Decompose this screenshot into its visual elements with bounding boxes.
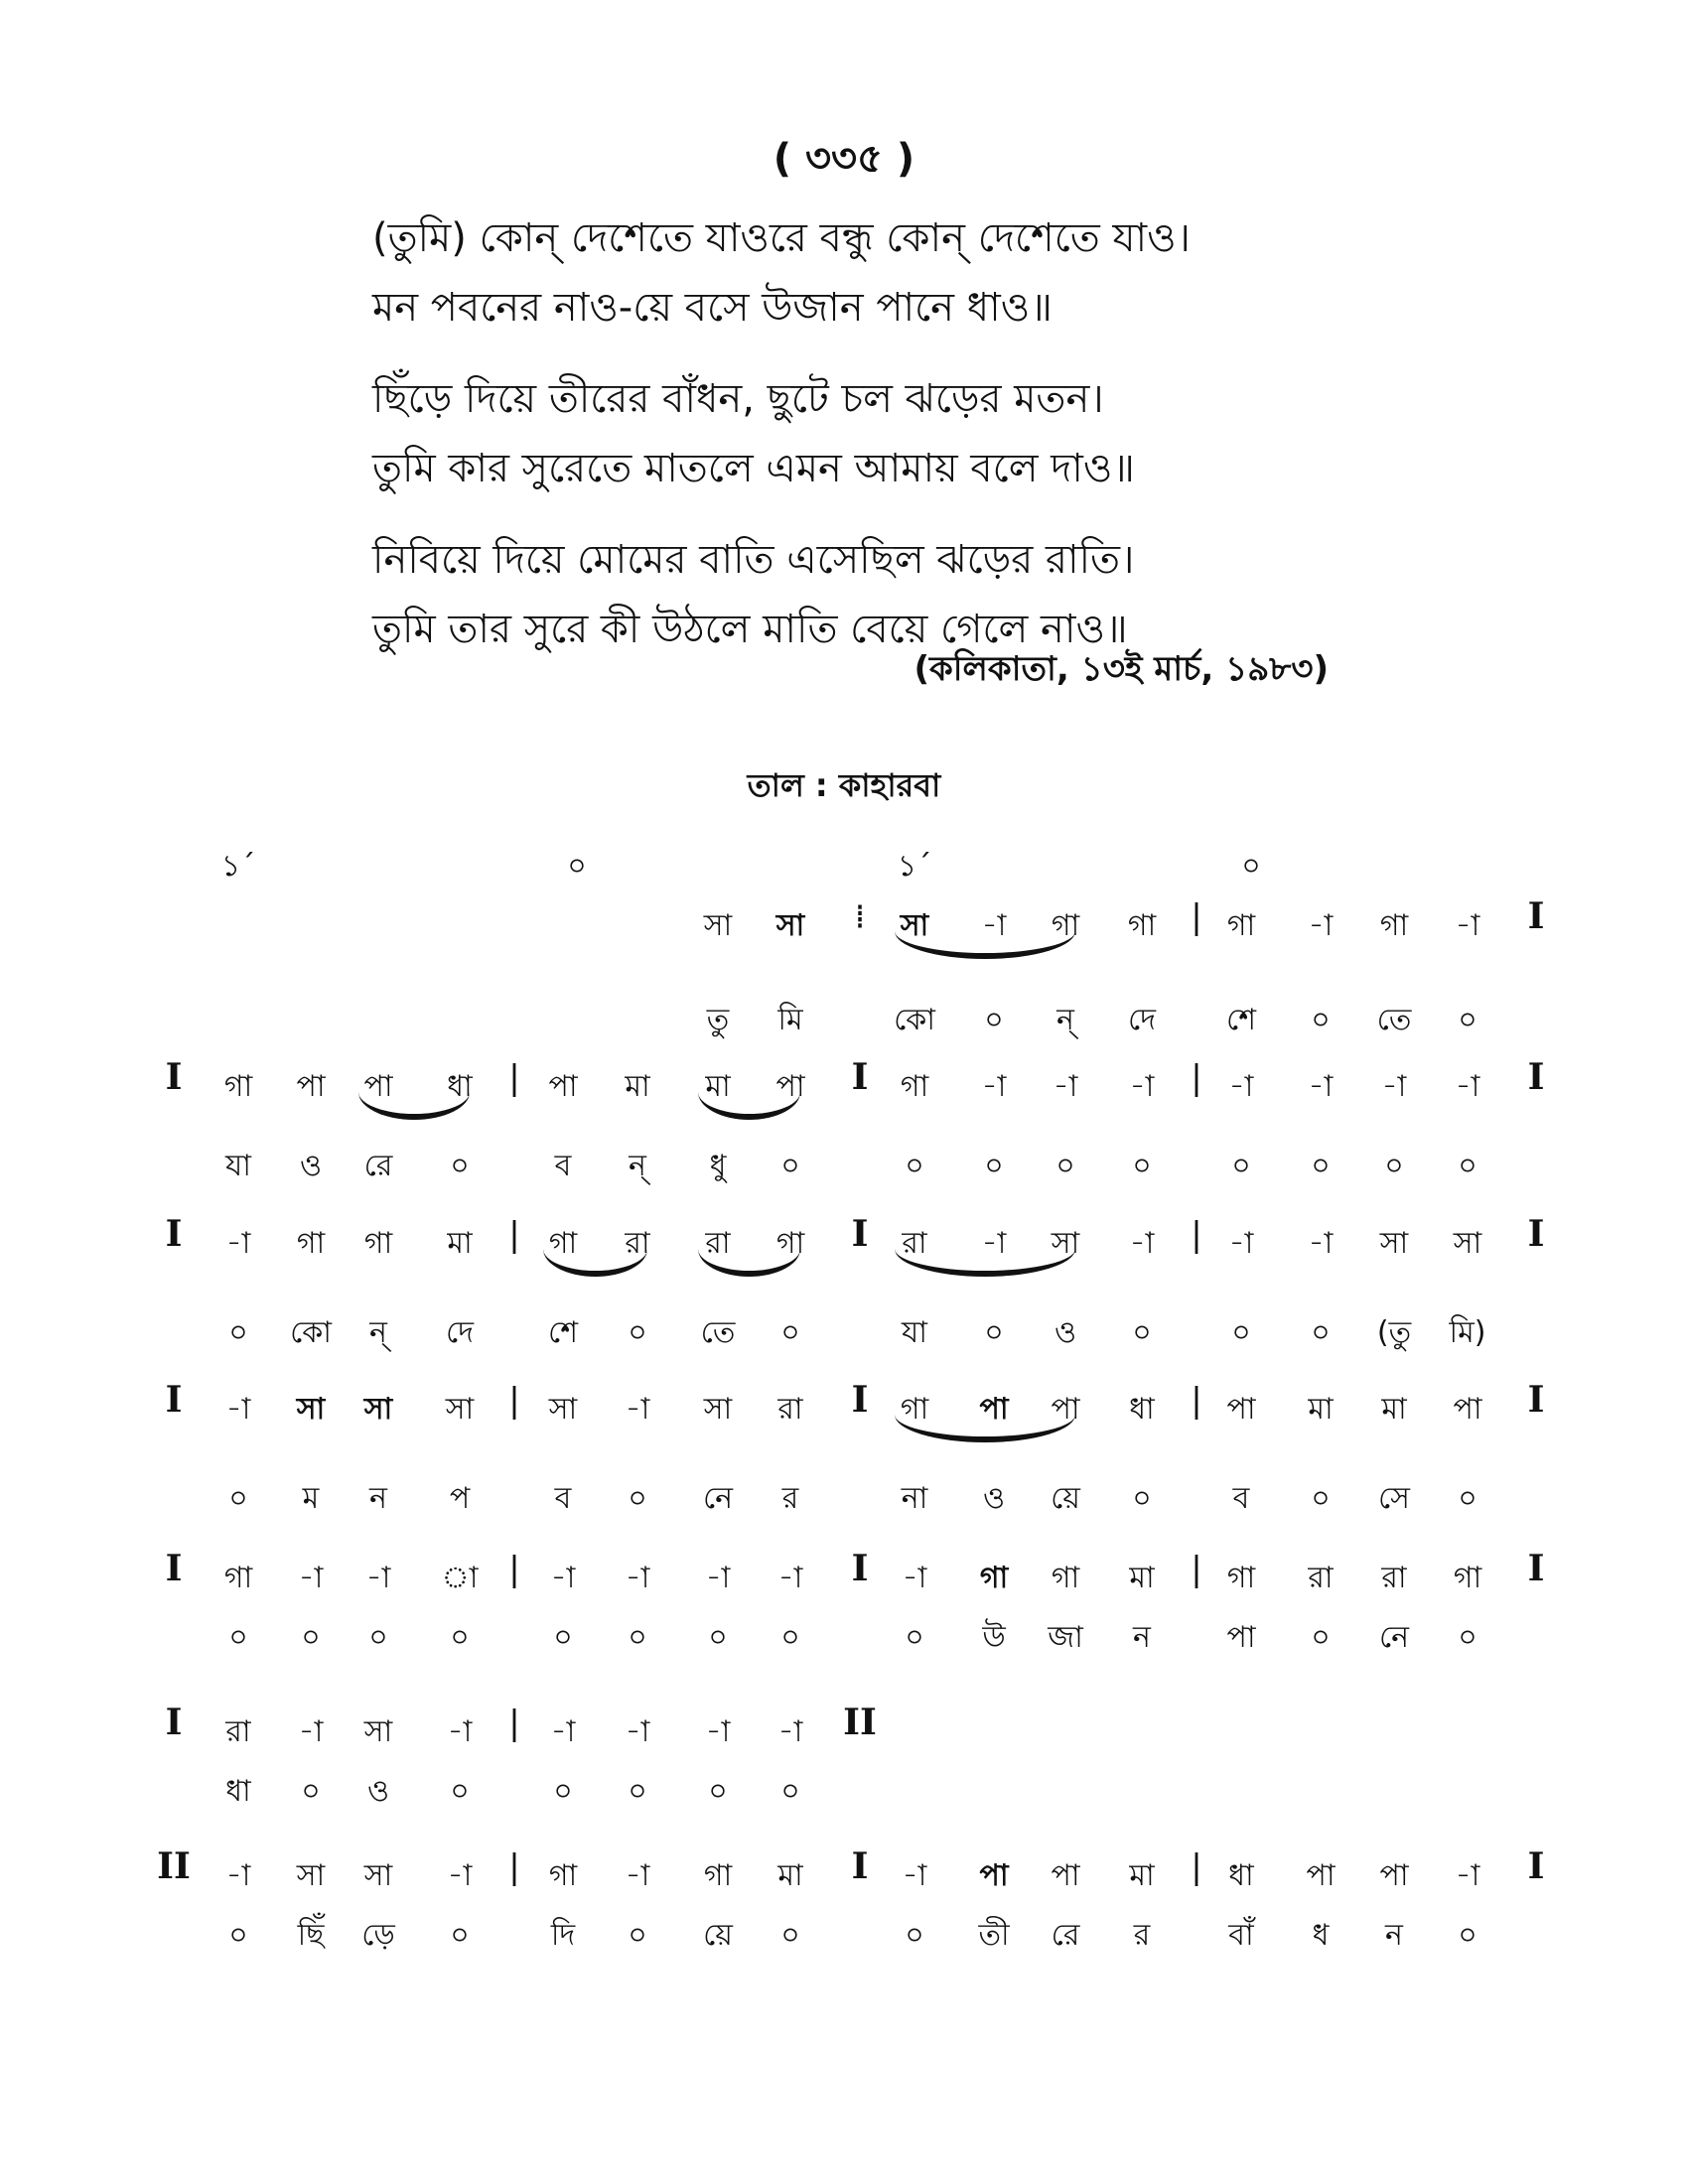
swar-note: -া — [1228, 1069, 1254, 1104]
bol-syllable: ০ — [1311, 1003, 1331, 1037]
swar-note: -া — [447, 1858, 473, 1893]
bol-syllable: ০ — [905, 1918, 924, 1953]
swar-note: -া — [1455, 1858, 1480, 1893]
bol-syllable: শে — [548, 1315, 578, 1350]
lyric-line: মন পবনের নাও-য়ে বসে উজান পানে ধাও॥ — [372, 285, 1053, 331]
vibhag-barline: | — [1191, 897, 1202, 937]
bol-syllable: তী — [978, 1918, 1010, 1953]
swar-note: -া — [1129, 1069, 1155, 1104]
bol-syllable: ০ — [553, 1774, 573, 1809]
swar-note: সা — [363, 1392, 393, 1427]
bol-syllable: ন — [369, 1481, 387, 1516]
swar-note: া — [441, 1561, 479, 1595]
swar-note: মা — [1308, 1392, 1334, 1427]
bol-syllable: ধা — [225, 1774, 251, 1809]
swar-note: রা — [1308, 1561, 1334, 1595]
swar-note: -া — [1228, 1226, 1254, 1261]
bol-syllable: ০ — [228, 1481, 248, 1516]
bol-syllable: ০ — [628, 1315, 647, 1350]
swar-note: ধা — [1129, 1392, 1155, 1427]
end-barline: I — [1527, 895, 1545, 937]
swar-note: গা — [1453, 1561, 1482, 1595]
bol-syllable: ০ — [628, 1481, 647, 1516]
swar-note: -া — [777, 1561, 803, 1595]
meend-slur — [358, 1092, 470, 1120]
swar-note: -া — [981, 908, 1007, 943]
vibhag-barline: | — [508, 1550, 520, 1589]
bol-syllable: মি) — [1449, 1315, 1486, 1350]
bol-syllable: ছিঁ — [297, 1918, 325, 1953]
vibhag-barline: | — [508, 1381, 520, 1421]
swar-note: গা — [775, 1226, 805, 1261]
swar-note: গা — [1051, 908, 1080, 943]
bol-syllable: ধ — [1312, 1918, 1330, 1953]
bol-syllable: ০ — [450, 1774, 470, 1809]
bol-syllable: ০ — [228, 1315, 248, 1350]
bol-syllable: ০ — [628, 1918, 647, 1953]
swar-note: গা — [1226, 1561, 1256, 1595]
bol-syllable: ০ — [450, 1918, 470, 1953]
swar-note: -া — [981, 1226, 1007, 1261]
vibhag-barline: | — [1191, 1550, 1202, 1589]
vibhag-barline: I — [851, 1213, 869, 1255]
swar-note: -া — [550, 1561, 576, 1595]
lyric-line: তুমি তার সুরে কী উঠলে মাতি বেয়ে গেলে নাও॥ — [372, 607, 1128, 652]
bol-syllable: ব — [1232, 1481, 1250, 1516]
swar-note: রা — [625, 1226, 650, 1261]
vibhag-barline: | — [1191, 1058, 1202, 1098]
bol-syllable: ড়ে — [361, 1918, 395, 1953]
swar-note: পা — [1379, 1858, 1409, 1893]
bol-syllable: ০ — [1055, 1149, 1075, 1183]
swar-note: সা — [296, 1858, 326, 1893]
bol-syllable: ০ — [1132, 1481, 1152, 1516]
bol-syllable: দে — [446, 1315, 474, 1350]
bol-syllable: ০ — [1132, 1315, 1152, 1350]
swar-note: মা — [1129, 1561, 1155, 1595]
vibhag-barline: | — [1191, 1847, 1202, 1887]
meend-slur — [895, 1415, 1075, 1442]
bol-syllable: ০ — [905, 1149, 924, 1183]
swar-note: গা — [1127, 908, 1157, 943]
swar-note: সা — [363, 1714, 393, 1749]
bol-syllable: সে — [1378, 1481, 1410, 1516]
bol-syllable: ০ — [1311, 1481, 1331, 1516]
bol-syllable: ০ — [1311, 1620, 1331, 1655]
bol-syllable: ন্ — [629, 1149, 646, 1183]
swar-note: সা — [900, 908, 929, 943]
bol-syllable: ০ — [628, 1774, 647, 1809]
swar-note: -া — [225, 1392, 251, 1427]
bol-syllable: দি — [550, 1918, 576, 1953]
swar-note: -া — [365, 1561, 391, 1595]
lyric-line: নিবিয়ে দিয়ে মোমের বাতি এসেছিল ঝড়ের রাতি। — [372, 537, 1135, 583]
swar-note: রা — [902, 1226, 927, 1261]
swar-note: -া — [1455, 1069, 1480, 1104]
bol-syllable: য়ে — [1051, 1481, 1080, 1516]
swar-note: গা — [363, 1226, 393, 1261]
bol-syllable: ধু — [709, 1149, 727, 1183]
bol-syllable: ০ — [1458, 1003, 1477, 1037]
vibhag-barline: I — [851, 1845, 869, 1887]
bol-syllable: পা — [1226, 1620, 1256, 1655]
bol-syllable: যা — [902, 1315, 927, 1350]
bol-syllable: ০ — [228, 1918, 248, 1953]
bol-syllable: ০ — [628, 1620, 647, 1655]
bol-syllable: শে — [1226, 1003, 1256, 1037]
bol-syllable: তু — [706, 1003, 730, 1037]
lyric-line: তুমি কার সুরেতে মাতলে এমন আমায় বলে দাও॥ — [372, 446, 1135, 491]
bol-syllable: র — [1133, 1918, 1151, 1953]
bol-syllable: নে — [1378, 1620, 1410, 1655]
end-barline: II — [843, 1702, 877, 1743]
bol-syllable: উ — [982, 1620, 1006, 1655]
swar-note: -া — [550, 1714, 576, 1749]
start-barline: I — [165, 1548, 183, 1589]
swar-note: সা — [703, 1392, 733, 1427]
bol-syllable: তে — [1376, 1003, 1412, 1037]
tal-mark: ১´ — [220, 849, 256, 884]
swar-note: সা — [1379, 1226, 1409, 1261]
swar-note: -া — [225, 1226, 251, 1261]
swar-note: গা — [1379, 908, 1409, 943]
swar-note: মা — [777, 1858, 803, 1893]
bol-syllable: ০ — [984, 1003, 1004, 1037]
end-barline: I — [1527, 1379, 1545, 1421]
vibhag-barline: | — [508, 1058, 520, 1098]
vibhag-barline: ⁞ — [854, 897, 866, 937]
bol-syllable: রে — [363, 1149, 393, 1183]
swar-note: সা — [775, 908, 805, 943]
bol-syllable: ০ — [780, 1774, 800, 1809]
swar-note: গা — [223, 1069, 253, 1104]
swar-note: পা — [979, 1858, 1009, 1893]
swar-note: গা — [548, 1858, 578, 1893]
start-barline: I — [165, 1213, 183, 1255]
swar-note: -া — [777, 1714, 803, 1749]
swar-note: মা — [705, 1069, 731, 1104]
tal-mark: ১´ — [897, 849, 932, 884]
bol-syllable: ০ — [1231, 1315, 1251, 1350]
swar-note: পা — [1306, 1858, 1336, 1893]
swar-note: পা — [1453, 1392, 1482, 1427]
swar-note: -া — [1308, 908, 1334, 943]
meend-slur — [895, 1249, 1075, 1277]
end-barline: I — [1527, 1213, 1545, 1255]
swar-note: মা — [447, 1226, 473, 1261]
start-barline: I — [165, 1379, 183, 1421]
swar-note: -া — [298, 1714, 324, 1749]
swar-note: -া — [902, 1561, 927, 1595]
swar-note: গা — [703, 1858, 733, 1893]
bol-syllable: ০ — [984, 1315, 1004, 1350]
bol-syllable: ০ — [301, 1620, 321, 1655]
bol-syllable: য়ে — [703, 1918, 733, 1953]
bol-syllable: ০ — [553, 1620, 573, 1655]
bol-syllable: ০ — [450, 1620, 470, 1655]
bol-syllable: নে — [702, 1481, 734, 1516]
bol-syllable: ও — [299, 1149, 323, 1183]
bol-syllable: ব — [554, 1481, 572, 1516]
swar-note: -া — [625, 1858, 650, 1893]
swar-note: -া — [1455, 908, 1480, 943]
bol-syllable: কো — [894, 1003, 935, 1037]
swar-note: -া — [1053, 1069, 1078, 1104]
bol-syllable: ০ — [780, 1918, 800, 1953]
swar-note: সা — [703, 908, 733, 943]
bol-syllable: ০ — [780, 1149, 800, 1183]
bol-syllable: মি — [777, 1003, 803, 1037]
end-barline: I — [1527, 1845, 1545, 1887]
bol-syllable: ০ — [780, 1315, 800, 1350]
swar-note: মা — [1381, 1392, 1407, 1427]
date-line: (কলিকাতা, ১৩ই মার্চ, ১৯৮৩) — [914, 649, 1329, 689]
swar-note: সা — [296, 1392, 326, 1427]
bol-syllable: ০ — [708, 1620, 728, 1655]
tal-mark: ০ — [1241, 849, 1261, 884]
bol-syllable: ব — [554, 1149, 572, 1183]
bol-syllable: ০ — [905, 1620, 924, 1655]
start-barline: II — [157, 1845, 191, 1887]
bol-syllable: ন্ — [1056, 1003, 1074, 1037]
swar-note: পা — [775, 1069, 805, 1104]
swar-note: গা — [223, 1561, 253, 1595]
bol-syllable: ০ — [1311, 1315, 1331, 1350]
swar-note: গা — [900, 1392, 929, 1427]
bol-syllable: ০ — [1458, 1481, 1477, 1516]
swar-note: সা — [548, 1392, 578, 1427]
swar-note: পা — [1051, 1392, 1080, 1427]
swar-note: -া — [1129, 1226, 1155, 1261]
bol-syllable: ০ — [1458, 1149, 1477, 1183]
swar-note: গা — [1051, 1561, 1080, 1595]
swar-note: সা — [1453, 1226, 1482, 1261]
swar-note: মা — [1129, 1858, 1155, 1893]
bol-syllable: ০ — [708, 1774, 728, 1809]
swar-note: ধা — [447, 1069, 473, 1104]
meend-slur — [698, 1249, 800, 1277]
bol-syllable: ন্ — [369, 1315, 387, 1350]
bol-syllable: প — [449, 1481, 471, 1516]
swar-note: -া — [625, 1714, 650, 1749]
bol-syllable: ০ — [301, 1774, 321, 1809]
lyric-line: (তুমি) কোন্ দেশেতে যাওরে বন্ধু কোন্ দেশেতে যাও। — [372, 215, 1191, 261]
bol-syllable: ০ — [1132, 1149, 1152, 1183]
swar-note: পা — [296, 1069, 326, 1104]
bol-syllable: ০ — [1311, 1149, 1331, 1183]
bol-syllable: তে — [700, 1315, 736, 1350]
vibhag-barline: | — [1191, 1215, 1202, 1255]
swar-note: -া — [1308, 1226, 1334, 1261]
tal-heading: তাল : কাহারবা — [747, 766, 941, 804]
bol-syllable: বাঁ — [1228, 1918, 1254, 1953]
meend-slur — [543, 1249, 647, 1277]
bol-syllable: রে — [1051, 1918, 1080, 1953]
bol-syllable: জা — [1048, 1620, 1083, 1655]
swar-note: -া — [298, 1561, 324, 1595]
swar-note: -া — [705, 1561, 731, 1595]
tal-mark: ০ — [567, 849, 587, 884]
swar-note: রা — [1381, 1561, 1407, 1595]
bol-syllable: ও — [366, 1774, 390, 1809]
vibhag-barline: I — [851, 1056, 869, 1098]
swar-note: -া — [981, 1069, 1007, 1104]
bol-syllable: (তু — [1376, 1315, 1412, 1350]
vibhag-barline: | — [508, 1704, 520, 1743]
bol-syllable: দে — [1128, 1003, 1156, 1037]
swar-note: রা — [777, 1392, 803, 1427]
swar-note: ধা — [1228, 1858, 1254, 1893]
bol-syllable: ০ — [1384, 1149, 1404, 1183]
bol-syllable: ০ — [1231, 1149, 1251, 1183]
swar-note: পা — [363, 1069, 393, 1104]
bol-syllable: ০ — [228, 1620, 248, 1655]
swar-note: -া — [625, 1392, 650, 1427]
swar-note: সা — [363, 1858, 393, 1893]
swar-note: রা — [225, 1714, 251, 1749]
swar-note: গা — [548, 1226, 578, 1261]
swar-note: -া — [902, 1858, 927, 1893]
vibhag-barline: I — [851, 1379, 869, 1421]
swar-note: -া — [1381, 1069, 1407, 1104]
swar-note: গা — [1226, 908, 1256, 943]
bol-syllable: যা — [225, 1149, 251, 1183]
bol-syllable: ও — [982, 1481, 1006, 1516]
bol-syllable: র — [781, 1481, 799, 1516]
start-barline: I — [165, 1056, 183, 1098]
swar-note: -া — [625, 1561, 650, 1595]
swar-note: -া — [705, 1714, 731, 1749]
vibhag-barline: | — [508, 1847, 520, 1887]
swar-note: পা — [548, 1069, 578, 1104]
page-number: ( ৩৩৫ ) — [773, 136, 915, 182]
vibhag-barline: | — [1191, 1381, 1202, 1421]
bol-syllable: ০ — [368, 1620, 388, 1655]
bol-syllable: কো — [290, 1315, 332, 1350]
bol-syllable: না — [901, 1481, 928, 1516]
swar-note: গা — [900, 1069, 929, 1104]
swar-note: পা — [1226, 1392, 1256, 1427]
bol-syllable: ও — [1054, 1315, 1077, 1350]
swar-note: -া — [225, 1858, 251, 1893]
end-barline: I — [1527, 1056, 1545, 1098]
bol-syllable: ন — [1133, 1620, 1151, 1655]
vibhag-barline: I — [851, 1548, 869, 1589]
swar-note: পা — [979, 1392, 1009, 1427]
swar-note: গা — [296, 1226, 326, 1261]
meend-slur — [895, 931, 1075, 959]
end-barline: I — [1527, 1548, 1545, 1589]
bol-syllable: ন — [1385, 1918, 1403, 1953]
meend-slur — [698, 1092, 800, 1120]
swar-note: মা — [625, 1069, 650, 1104]
bol-syllable: ০ — [450, 1149, 470, 1183]
vibhag-barline: | — [508, 1215, 520, 1255]
start-barline: I — [165, 1702, 183, 1743]
bol-syllable: ম — [302, 1481, 320, 1516]
bol-syllable: ০ — [1458, 1620, 1477, 1655]
swar-note: সা — [1051, 1226, 1080, 1261]
swar-note: সা — [445, 1392, 475, 1427]
bol-syllable: ০ — [1458, 1918, 1477, 1953]
bol-syllable: ০ — [984, 1149, 1004, 1183]
lyric-line: ছিঁড়ে দিয়ে তীরের বাঁধন, ছুটে চল ঝড়ের মতন। — [372, 376, 1104, 422]
bol-syllable: ০ — [780, 1620, 800, 1655]
swar-note: পা — [1051, 1858, 1080, 1893]
swar-note: -া — [447, 1714, 473, 1749]
swar-note: -া — [1308, 1069, 1334, 1104]
swar-note: গা — [979, 1561, 1009, 1595]
swar-note: রা — [705, 1226, 731, 1261]
